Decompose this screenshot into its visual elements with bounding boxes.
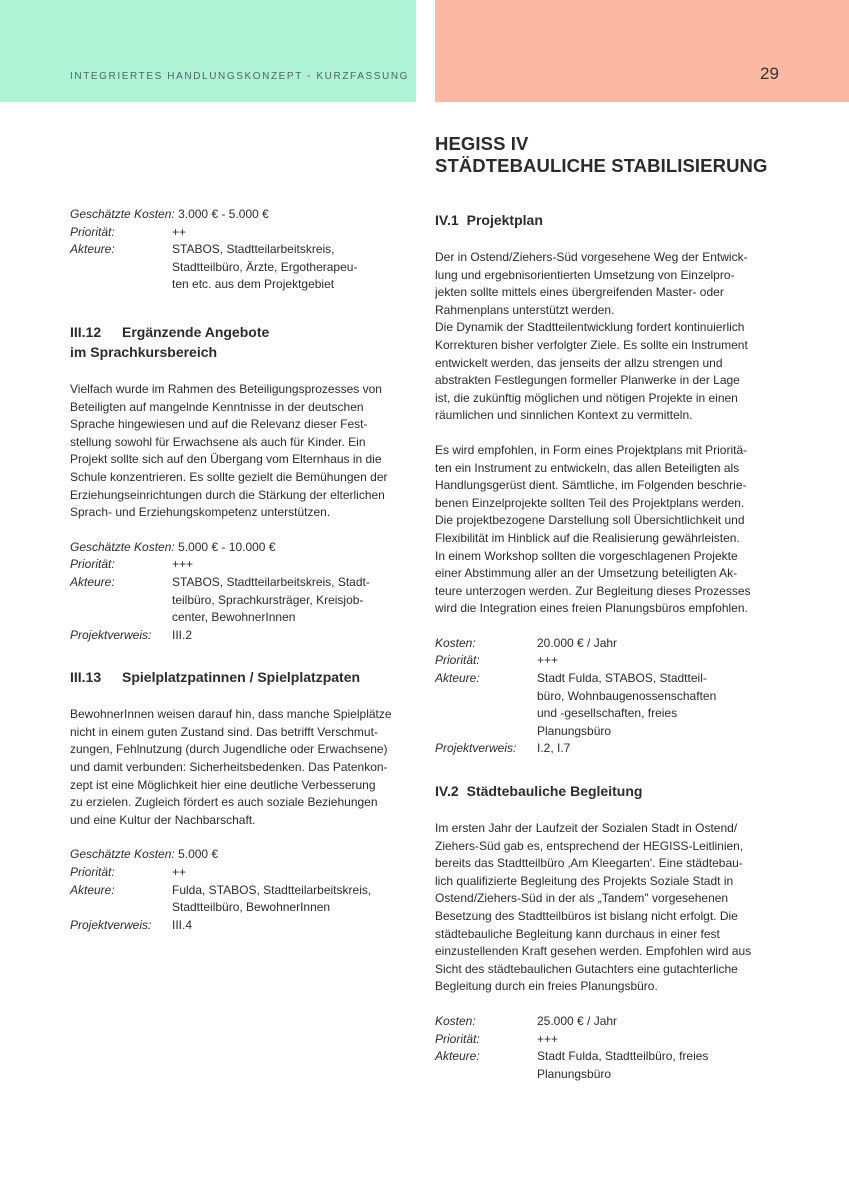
section-title-text: Projektplan bbox=[466, 212, 543, 228]
cost-value: 25.000 € / Jahr bbox=[537, 1013, 618, 1028]
section-title-iii12 bbox=[70, 322, 416, 362]
reference-value: III.4 bbox=[172, 917, 193, 932]
right-column bbox=[435, 133, 780, 1106]
reference-value: III.2 bbox=[172, 627, 193, 642]
actors-label: Akteure: bbox=[70, 574, 115, 589]
sec13-meta bbox=[70, 846, 416, 934]
cost-value: 3.000 € - 5.000 € bbox=[178, 207, 269, 221]
sec12-meta bbox=[70, 539, 416, 645]
actors-label: Akteure: bbox=[70, 242, 115, 257]
priority-label: Priorität: bbox=[70, 865, 115, 880]
priority-value: ++ bbox=[172, 224, 187, 239]
section-body: BewohnerInnen weisen darauf hin, dass manche Spielplätze nicht in einem guten Zustand sind. Das betrifft Verschmut- zungen, Fehlnutzung (durch Jugendliche oder Erwachsene) und damit verbunden: Sicherheitsbedenken. Das Patenkon- zept ist eine Möglichkeit hier eine deutliche Verbesserung zu erzielen. Zugleich fördert es auch soziale Beziehungen und eine Kultur der Nachbarschaft. bbox=[70, 707, 392, 827]
chapter-title-line2: STÄDTEBAULICHE STABILISIERUNG bbox=[435, 155, 768, 176]
priority-value: +++ bbox=[172, 557, 194, 572]
reference-label: Projektverweis: bbox=[70, 627, 152, 642]
cost-value: 5.000 € bbox=[178, 847, 219, 862]
block1-meta bbox=[70, 206, 416, 294]
cost-label: Geschätzte Kosten: bbox=[70, 847, 175, 862]
priority-label: Priorität: bbox=[70, 557, 115, 572]
page-number: 29 bbox=[760, 64, 779, 83]
section-number: IV.2 bbox=[435, 783, 459, 800]
chapter-title-line1: HEGISS IV bbox=[435, 133, 529, 154]
actors-label: Akteure: bbox=[435, 1049, 480, 1064]
section-number: III.12 bbox=[70, 323, 102, 340]
cost-label: Geschätzte Kosten: bbox=[70, 539, 175, 554]
header-band-right bbox=[435, 0, 849, 102]
section-number: IV.1 bbox=[435, 212, 459, 228]
section-title-iv2 bbox=[435, 781, 780, 801]
running-head: INTEGRIERTES HANDLUNGSKONZEPT - KURZFASSUNG bbox=[70, 71, 410, 82]
actors-value: STABOS, Stadtteilarbeitskreis, Stadt- teilbüro, Sprachkursträger, Kreisjob- center, BewohnerInnen bbox=[172, 574, 370, 625]
cost-line bbox=[70, 206, 416, 224]
actors-label: Akteure: bbox=[70, 882, 115, 897]
section-body: Vielfach wurde im Rahmen des Beteiligungsprozesses von Beteiligten auf mangelnde Kenntnisse in der deutschen Sprache hingewiesen und auf die Relevanz dieser Fest- stellung sowohl für Erwachsene als auch für Kinder. Ein Projekt sollte sich auf den Übergang vom Elternhaus in die Schule konzentrieren. Es sollte gezielt die Bemühungen der Erziehungseinrichtungen durch die Stärkung der elterlichen Sprach- und Erziehungskompetenz unterstützen. bbox=[70, 381, 388, 520]
sec13-meta-grid bbox=[70, 864, 416, 934]
priority-label: Priorität: bbox=[435, 1031, 480, 1046]
section-title-line2: im Sprachkursbereich bbox=[70, 343, 218, 360]
reference-label: Projektverweis: bbox=[70, 917, 152, 932]
section-body-2: Es wird empfohlen, in Form eines Projektplans mit Prioritä- ten ein Instrument zu entwickeln, das allen Beteiligten als Handlungsgerüst dient. Sämtliche, im Folgenden beschrie- benen Einzelprojekte sollten Teil des Projektplans werden. Die projektbezogene Darstellung soll Übersichtlichkeit und Flexibilität im Hinblick auf die Realisierung gewährleisten. In einem Workshop sollten die vorgeschlagenen Projekte einer Abstimmung aller an der Umsetzung beteiligten Ak- teure unterzogen werden. Zur Begleitung dieses Prozesses wird die Integration eines freien Planungsbüros empfohlen. bbox=[435, 442, 751, 616]
section-title-line1: Ergänzende Angebote bbox=[122, 323, 270, 340]
actors-label: Akteure: bbox=[435, 671, 480, 686]
iv2-meta-grid bbox=[435, 1013, 780, 1083]
priority-label: Priorität: bbox=[435, 653, 480, 668]
actors-value: Stadt Fulda, Stadtteilbüro, freies Planungsbüro bbox=[537, 1049, 709, 1081]
actors-value: Stadt Fulda, STABOS, Stadtteil- büro, Wohnbaugenossenschaften und -gesellschaften, freies Planungsbüro bbox=[537, 671, 717, 738]
actors-value: Fulda, STABOS, Stadtteilarbeitskreis, Stadtteilbüro, BewohnerInnen bbox=[172, 882, 372, 915]
cost-value: 20.000 € / Jahr bbox=[537, 635, 618, 650]
priority-value: +++ bbox=[537, 653, 559, 668]
cost-value: 5.000 € - 10.000 € bbox=[178, 539, 276, 554]
reference-value: I.2, I.7 bbox=[537, 741, 571, 756]
reference-label: Projektverweis: bbox=[435, 741, 517, 756]
cost-label: Kosten: bbox=[435, 1013, 476, 1028]
cost-label: Geschätzte Kosten: bbox=[70, 207, 175, 221]
section-body: Im ersten Jahr der Laufzeit der Sozialen Stadt in Ostend/ Ziehers-Süd gab es, entsprechend der HEGISS-Leitlinien, bereits das Stadtteilbüro ‚Am Kleegarten'. Eine städtebau- lich qualifizierte Begleitung des Projekts Soziale Stadt in Ostend/Ziehers-Süd in der als „Tandem" vorgesehenen Besetzung des Stadtteilbüros ist bislang nicht erfolgt. Die städtebauliche Begleitung kann durchaus in einer fest einzustellenden Kraft gesehen werden. Empfohlen wird aus Sicht des städtebaulichen Gutachters eine gutachterliche Begleitung durch ein freies Planungsbüro. bbox=[435, 821, 752, 994]
priority-value: +++ bbox=[537, 1031, 559, 1046]
cost-label: Kosten: bbox=[435, 635, 476, 650]
sec12-meta-grid bbox=[70, 556, 416, 644]
section-title-iii13 bbox=[70, 667, 416, 687]
chapter-title bbox=[435, 133, 780, 177]
block1-meta-grid bbox=[70, 224, 416, 294]
header-band-left bbox=[0, 0, 416, 102]
left-column bbox=[70, 206, 416, 957]
iv1-meta-grid bbox=[435, 635, 780, 758]
section-title-iv1 bbox=[435, 210, 780, 230]
section-title-text: Spielplatzpatinnen / Spielplatzpaten bbox=[122, 669, 361, 686]
priority-label: Priorität: bbox=[70, 224, 115, 239]
section-title-text: Städtebauliche Begleitung bbox=[466, 783, 643, 800]
section-number: III.13 bbox=[70, 669, 102, 686]
priority-value: ++ bbox=[172, 865, 187, 880]
actors-value: STABOS, Stadtteilarbeitskreis, Stadtteilbüro, Ärzte, Ergotherapeu- ten etc. aus dem Projektgebiet bbox=[172, 242, 358, 292]
section-body-1: Der in Ostend/Ziehers-Süd vorgesehene Weg der Entwick- lung und ergebnisorientierten Umsetzung von Einzelpro- jekten sollte mittels eines übergreifenden Master- oder Rahmenplans unterstützt werden. Die Dynamik der Stadtteilentwicklung fordert kontinuierlich Korrekturen bisher verfolgter Ziele. Es sollte ein Instrument entwickelt werden, das jenseits der allzu strengen und abstrakten Festlegungen formeller Planwerke in der Lage ist, die zukünftig möglichen und nötigen Projekte in einen räumlichen und sinnlichen Kontext zu vermitteln. bbox=[435, 250, 748, 423]
